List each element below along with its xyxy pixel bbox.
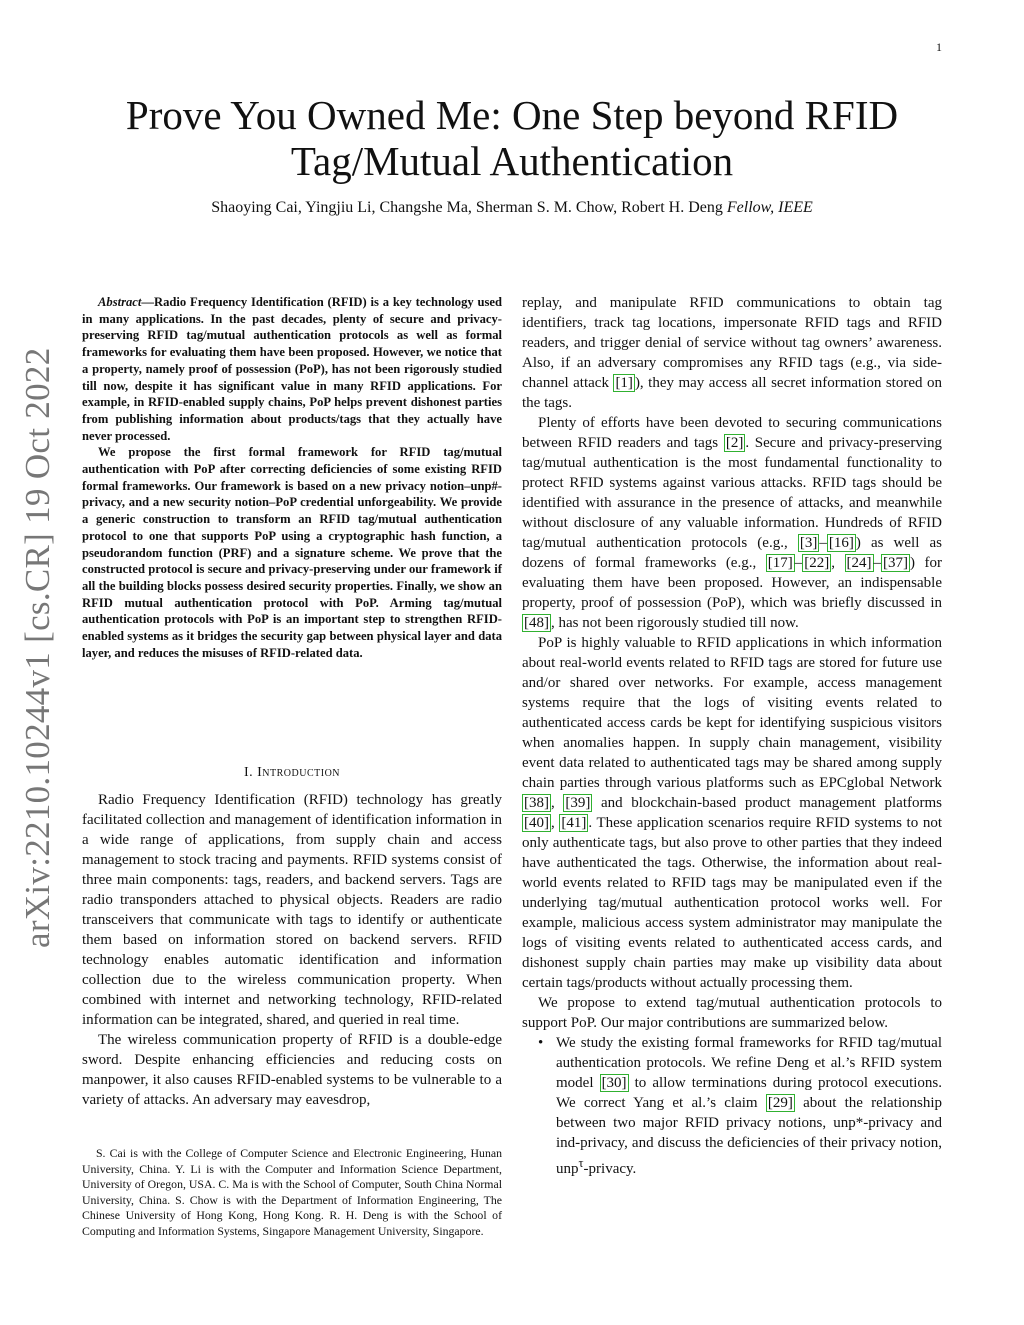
section-heading-introduction bbox=[82, 765, 502, 781]
section-title: Introduction bbox=[257, 765, 341, 780]
right-paragraph-1: replay, and manipulate RFID communications to obtain tag identifiers, track tag locations, impersonate RFID tags and RFID readers, and trigger denial of service without tag owners’ awareness. Also, if an adversary compromises any RFID tags (e.g., via side-channel attack [1] ), they may access all secret information stored on the tags. bbox=[522, 295, 942, 411]
author-fellow: Fellow, IEEE bbox=[726, 199, 813, 216]
left-column-body bbox=[82, 790, 502, 1110]
abstract-paragraph-2: We propose the first formal framework for RFID tag/mutual authentication with PoP after correcting deficiencies of some existing RFID formal frameworks. Our framework is based on a new privacy notion–unp#-privacy, and a new security notion–PoP credential unforgeability. We provide a generic construction to transform an RFID tag/mutual authentication protocol to one that supports PoP using a cryptographic hash function, a pseudorandom function (PRF) and a signature scheme. We prove that the constructed protocol is secure and privacy-preserving under our framework if all the building blocks possess desired security properties. Finally, we show an RFID mutual authentication protocol with PoP. Arming tag/mutual authentication protocols with PoP is an important step to strengthen RFID-enabled systems as it bridges the security gap between physical layer and data layer, and reduces the misuses of RFID-related data. bbox=[82, 445, 502, 660]
right-paragraph-3: PoP is highly valuable to RFID applications in which information about real-world events related to RFID tags are stored for future use and/or shared over networks. For example, access management systems require that the logs of visiting events related to authenticated access cards be kept for identifying suspicious visitors when anomalies happen. In supply chain management, visibility event data related to authenticated tags may be shared among supply chain parties through various platforms such as EPCglobal Network [38] , [39] and blockchain-based product management platforms [40] , [41] . These application scenarios require RFID systems to not only authenticate tags, but also prove to other parties that they indeed have authenticated the tags. Otherwise, the information about real-world events related to RFID tags may be manipulated even if the underlying tag/mutual authentication protocol works well. For example, malicious access system administrator may manipulate the logs of visiting events related to authenticated access cards, and dishonest supply chain parties may make up visibility data about certain tags/products without actually processing them. bbox=[522, 635, 943, 991]
citation-link[interactable]: [40] bbox=[524, 815, 549, 831]
bullet-icon: • bbox=[538, 1035, 544, 1051]
citation-link[interactable]: [1] bbox=[615, 375, 633, 391]
author-list bbox=[60, 199, 964, 217]
section-number: I. bbox=[243, 765, 254, 780]
citation-link[interactable]: [16] bbox=[828, 535, 854, 551]
citation-link[interactable]: [41] bbox=[561, 815, 587, 831]
arxiv-stamp: arXiv:2210.10244v1 [cs.CR] 19 Oct 2022 bbox=[18, 347, 57, 948]
page-number: 1 bbox=[936, 40, 942, 54]
contributions-list bbox=[522, 1033, 942, 1179]
abstract-paragraph-1: Abstract—Radio Frequency Identification (RFID) is a key technology used in many applications. In the past decades, plenty of secure and privacy-preserving RFID tag/mutual authentication protocols as well as formal frameworks for evaluating them have been proposed. However, we notice that a property, namely proof of possession (PoP), has not been rigorously studied till now, despite it has significant value in many RFID applications. For example, in RFID-enabled supply chains, PoP helps prevent dishonest parties from publishing information about products/tags that they actually have never processed. bbox=[82, 295, 502, 443]
title-line-1: Prove You Owned Me: One Step beyond RFID bbox=[125, 92, 899, 138]
right-paragraph-4: We propose to extend tag/mutual authentication protocols to support PoP. Our major contributions are summarized below. bbox=[522, 995, 942, 1031]
citation-link[interactable]: [48] bbox=[524, 615, 549, 631]
author-affiliations-footnote: S. Cai is with the College of Computer Science and Electronic Engineering, Hunan University, China. Y. Li is with the Computer and Information Science Department, University of Oregon, USA. C. Ma is with the School of Computer, South China Normal University, China. S. Chow is with the Department of Information Engineering, The Chinese University of Hong Kong, Hong Kong. R. H. Deng is with the School of Computing and Information Systems, Singapore Management University, Singapore. bbox=[82, 1146, 502, 1238]
abstract bbox=[82, 294, 502, 661]
abstract-label: Abstract bbox=[98, 295, 142, 309]
citation-link[interactable]: [39] bbox=[565, 795, 591, 811]
right-paragraph-2: Plenty of efforts have been devoted to securing communications between RFID readers and tags [2] . Secure and privacy-preserving tag/mutual authentication is the most fundamental functionality to protect RFID systems against various attacks. RFID tags should be identified with assurance in the presence of attacks, and meanwhile without disclosure of any valuable information. Hundreds of RFID tag/mutual authentication protocols (e.g., [3] – [16] ) as well as dozens of formal frameworks (e.g., [17] – [22] , [24] – [37] ) for evaluating them have been proposed. However, an indispensable property, proof of possession (PoP), which was briefly discussed in [48] , has not been rigorously studied till now. bbox=[522, 415, 942, 631]
contribution-item: • We study the existing formal frameworks for RFID tag/mutual authentication protocols. We refine Deng et al.’s RFID system model [30] to allow terminations during protocol executions. We correct Yang et al.’s claim [29] about the relationship between two major RFID privacy notions, unp*-privacy and ind-privacy, and discuss the deficiencies of their privacy notion, unp$^\tau$-privacy. bbox=[538, 1035, 943, 1177]
intro-paragraph-2: The wireless communication property of RFID is a double-edge sword. Despite enhancing efficiencies and reducing costs on manpower, it also causes RFID-enabled systems to be vulnerable to a variety of attacks. An adversary may eavesdrop, bbox=[82, 1032, 502, 1108]
citation-link[interactable]: [2] bbox=[725, 435, 744, 451]
author-names: Shaoying Cai, Yingjiu Li, Changshe Ma, Sherman S. M. Chow, Robert H. Deng bbox=[211, 199, 723, 216]
citation-link[interactable]: [30] bbox=[601, 1075, 627, 1091]
citation-link[interactable]: [29] bbox=[767, 1095, 793, 1111]
intro-paragraph-1: Radio Frequency Identification (RFID) technology has greatly facilitated collection and management of identification information in a wide range of applications, from supply chain and access management to stock tracing and payments. RFID systems consist of three main components: tags, readers, and backend servers. Tags are radio transponders attached to physical objects. Readers are radio transceivers that communicate with tags to identify or authenticate them based on information stored on backend servers. RFID technology enables automatic identification and information collection due to the wireless communication property. When combined with internet and networking technology, RFID-related information can be integrated, shared, and queried in real time. bbox=[82, 792, 502, 1028]
right-column-body bbox=[522, 293, 942, 1179]
title-line-2: Tag/Mutual Authentication bbox=[290, 138, 734, 184]
citation-link[interactable]: [22] bbox=[804, 555, 830, 571]
citation-link[interactable]: [38] bbox=[524, 795, 549, 811]
citation-link[interactable]: [17] bbox=[767, 555, 793, 571]
paper-title bbox=[60, 92, 964, 184]
citation-link[interactable]: [24] bbox=[846, 555, 872, 571]
citation-link[interactable]: [37] bbox=[883, 555, 908, 571]
citation-link[interactable]: [3] bbox=[799, 535, 818, 551]
